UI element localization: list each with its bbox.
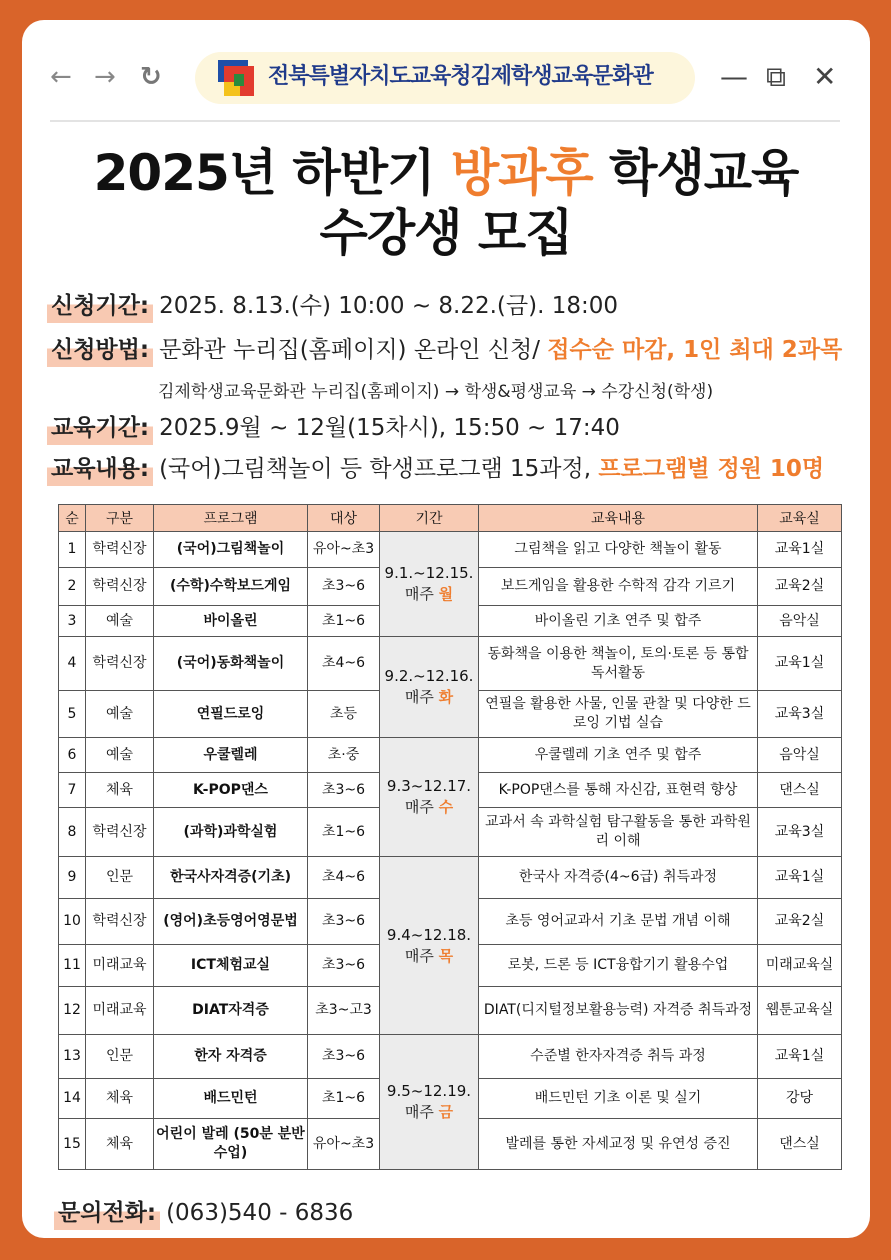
row-program: (영어)초등영어영문법 (154, 899, 308, 945)
row-room: 강당 (758, 1079, 842, 1119)
row-period: 9.2.~12.16. 매주 화 (380, 637, 479, 738)
period-dates: 9.1.~12.15. (384, 564, 474, 582)
row-number: 14 (59, 1079, 86, 1119)
period-weekday: 화 (438, 688, 454, 706)
row-content: DIAT(디지털정보활용능력) 자격증 취득과정 (479, 987, 758, 1035)
table-row (59, 1035, 842, 1079)
row-content: 교과서 속 과학실험 탐구활동을 통한 과학원리 이해 (479, 808, 758, 857)
row-program: DIAT자격증 (154, 987, 308, 1035)
row-program: K-POP댄스 (154, 773, 308, 808)
row-target: 초·중 (308, 738, 380, 773)
row-target: 유아~초3 (308, 532, 380, 568)
application-method: 신청방법: 문화관 누리집(홈페이지) 온라인 신청/ 접수순 마감, 1인 최대 2과목 (47, 333, 842, 367)
table-row (59, 637, 842, 691)
header-no: 순 (59, 505, 86, 532)
row-target: 초1~6 (308, 808, 380, 857)
row-content: 배드민턴 기초 이론 및 실기 (479, 1079, 758, 1119)
row-period: 9.5~12.19. 매주 금 (380, 1035, 479, 1170)
row-period: 9.1.~12.15. 매주 월 (380, 532, 479, 637)
row-content: 초등 영어교과서 기초 문법 개념 이해 (479, 899, 758, 945)
row-target: 초3~6 (308, 1035, 380, 1079)
application-path: 김제학생교육문화관 누리집(홈페이지) → 학생&평생교육 → 수강신청(학생) (158, 382, 714, 402)
row-number: 7 (59, 773, 86, 808)
row-category: 미래교육 (86, 987, 154, 1035)
page-title-line1: 2025년 하반기 방과후 학생교육 (93, 144, 799, 202)
row-category: 체육 (86, 1119, 154, 1170)
contact-phone: (063)540 - 6836 (166, 1200, 354, 1226)
header-divider (50, 120, 840, 122)
row-number: 15 (59, 1119, 86, 1170)
row-period: 9.3~12.17. 매주 수 (380, 738, 479, 857)
row-target: 초3~6 (308, 773, 380, 808)
row-number: 12 (59, 987, 86, 1035)
reload-icon[interactable]: ↻ (140, 62, 162, 92)
row-target: 초1~6 (308, 1079, 380, 1119)
row-number: 2 (59, 568, 86, 606)
table-body (59, 532, 842, 1170)
row-room: 댄스실 (758, 773, 842, 808)
header-room: 교육실 (758, 505, 842, 532)
minimize-icon[interactable]: — (720, 60, 748, 93)
row-number: 10 (59, 899, 86, 945)
row-room: 미래교육실 (758, 945, 842, 987)
row-category: 인문 (86, 857, 154, 899)
row-target: 초1~6 (308, 606, 380, 637)
row-target: 초4~6 (308, 637, 380, 691)
row-program: 배드민턴 (154, 1079, 308, 1119)
row-program: 어린이 발레 (50분 분반수업) (154, 1119, 308, 1170)
row-program: 한국사자격증(기초) (154, 857, 308, 899)
table-row (59, 532, 842, 568)
education-office-logo-icon (214, 56, 258, 100)
row-category: 예술 (86, 606, 154, 637)
row-room: 댄스실 (758, 1119, 842, 1170)
row-room: 교육3실 (758, 808, 842, 857)
row-target: 초3~고3 (308, 987, 380, 1035)
row-category: 예술 (86, 691, 154, 738)
row-category: 미래교육 (86, 945, 154, 987)
application-period: 신청기간: 2025. 8.13.(수) 10:00 ~ 8.22.(금). 18:00 (47, 289, 618, 323)
row-number: 3 (59, 606, 86, 637)
row-content: 연필을 활용한 사물, 인물 관찰 및 다양한 드로잉 기법 실습 (479, 691, 758, 738)
row-category: 체육 (86, 773, 154, 808)
row-content: 우쿨렐레 기초 연주 및 합주 (479, 738, 758, 773)
row-category: 학력신장 (86, 532, 154, 568)
row-program: 우쿨렐레 (154, 738, 308, 773)
contact-label: 문의전화: (54, 1196, 160, 1230)
row-room: 웹툰교육실 (758, 987, 842, 1035)
period-weekday: 수 (438, 798, 454, 816)
row-target: 초3~6 (308, 568, 380, 606)
period-dates: 9.4~12.18. (386, 925, 472, 944)
row-room: 음악실 (758, 606, 842, 637)
row-number: 5 (59, 691, 86, 738)
row-content: 그림책을 읽고 다양한 책놀이 활동 (479, 532, 758, 568)
row-number: 8 (59, 808, 86, 857)
row-category: 인문 (86, 1035, 154, 1079)
row-program: 바이올린 (154, 606, 308, 637)
row-program: (국어)동화책놀이 (154, 637, 308, 691)
row-room: 교육1실 (758, 857, 842, 899)
row-program: (과학)과학실험 (154, 808, 308, 857)
row-number: 4 (59, 637, 86, 691)
row-content: 한국사 자격증(4~6급) 취득과정 (479, 857, 758, 899)
program-table (58, 504, 842, 1170)
row-target: 초등 (308, 691, 380, 738)
row-room: 교육1실 (758, 637, 842, 691)
education-period: 교육기간: 2025.9월 ~ 12월(15차시), 15:50 ~ 17:40 (47, 411, 620, 445)
row-room: 교육2실 (758, 899, 842, 945)
row-number: 9 (59, 857, 86, 899)
row-content: 발레를 통한 자세교정 및 유연성 증진 (479, 1119, 758, 1170)
restore-icon[interactable]: ⧉ (766, 60, 786, 93)
row-number: 13 (59, 1035, 86, 1079)
row-category: 체육 (86, 1079, 154, 1119)
table-row (59, 738, 842, 773)
row-content: 동화책을 이용한 책놀이, 토의·토론 등 통합독서활동 (479, 637, 758, 691)
header-period: 기간 (380, 505, 479, 532)
row-room: 교육3실 (758, 691, 842, 738)
row-number: 6 (59, 738, 86, 773)
row-content: K-POP댄스를 통해 자신감, 표현력 향상 (479, 773, 758, 808)
row-category: 학력신장 (86, 899, 154, 945)
row-target: 초3~6 (308, 899, 380, 945)
row-program: ICT체험교실 (154, 945, 308, 987)
row-content: 수준별 한자자격증 취득 과정 (479, 1035, 758, 1079)
close-icon[interactable]: ✕ (813, 60, 837, 93)
row-category: 예술 (86, 738, 154, 773)
row-room: 교육1실 (758, 1035, 842, 1079)
row-program: (수학)수학보드게임 (154, 568, 308, 606)
education-period-label: 교육기간: (47, 411, 153, 445)
row-room: 교육1실 (758, 532, 842, 568)
row-content: 보드게임을 활용한 수학적 감각 기르기 (479, 568, 758, 606)
row-number: 1 (59, 532, 86, 568)
header-program: 프로그램 (154, 505, 308, 532)
row-program: 연필드로잉 (154, 691, 308, 738)
row-target: 초3~6 (308, 945, 380, 987)
header-target: 대상 (308, 505, 380, 532)
row-period: 9.4~12.18. 매주 목 (380, 857, 479, 1035)
row-program: 한자 자격증 (154, 1035, 308, 1079)
header-content: 교육내용 (479, 505, 758, 532)
row-category: 학력신장 (86, 637, 154, 691)
row-content: 바이올린 기초 연주 및 합주 (479, 606, 758, 637)
site-name: 전북특별자치도교육청김제학생교육문화관 (268, 64, 653, 89)
period-weekday: 목 (438, 946, 454, 965)
table-header-row (59, 505, 842, 532)
forward-arrow-icon[interactable]: → (94, 62, 116, 92)
row-category: 학력신장 (86, 568, 154, 606)
back-arrow-icon[interactable]: ← (50, 62, 72, 92)
contact (54, 1196, 353, 1230)
application-period-label: 신청기간: (47, 289, 153, 323)
title-highlight: 방과후 (450, 144, 593, 202)
row-content: 로봇, 드론 등 ICT융합기기 활용수업 (479, 945, 758, 987)
period-weekday: 금 (438, 1103, 454, 1121)
row-target: 유아~초3 (308, 1119, 380, 1170)
period-dates: 9.5~12.19. (386, 1082, 472, 1100)
period-dates: 9.2.~12.16. (384, 667, 474, 685)
education-content: 교육내용: (국어)그림책놀이 등 학생프로그램 15과정, 프로그램별 정원 10명 (47, 452, 824, 486)
application-method-label: 신청방법: (47, 333, 153, 367)
education-content-label: 교육내용: (47, 452, 153, 486)
row-category: 학력신장 (86, 808, 154, 857)
header-category: 구분 (86, 505, 154, 532)
row-room: 교육2실 (758, 568, 842, 606)
row-target: 초4~6 (308, 857, 380, 899)
row-room: 음악실 (758, 738, 842, 773)
period-weekday: 월 (438, 585, 454, 603)
table-row (59, 857, 842, 899)
row-program: (국어)그림책놀이 (154, 532, 308, 568)
page-title-line2: 수강생 모집 (319, 204, 573, 262)
row-number: 11 (59, 945, 86, 987)
period-dates: 9.3~12.17. (386, 777, 472, 795)
